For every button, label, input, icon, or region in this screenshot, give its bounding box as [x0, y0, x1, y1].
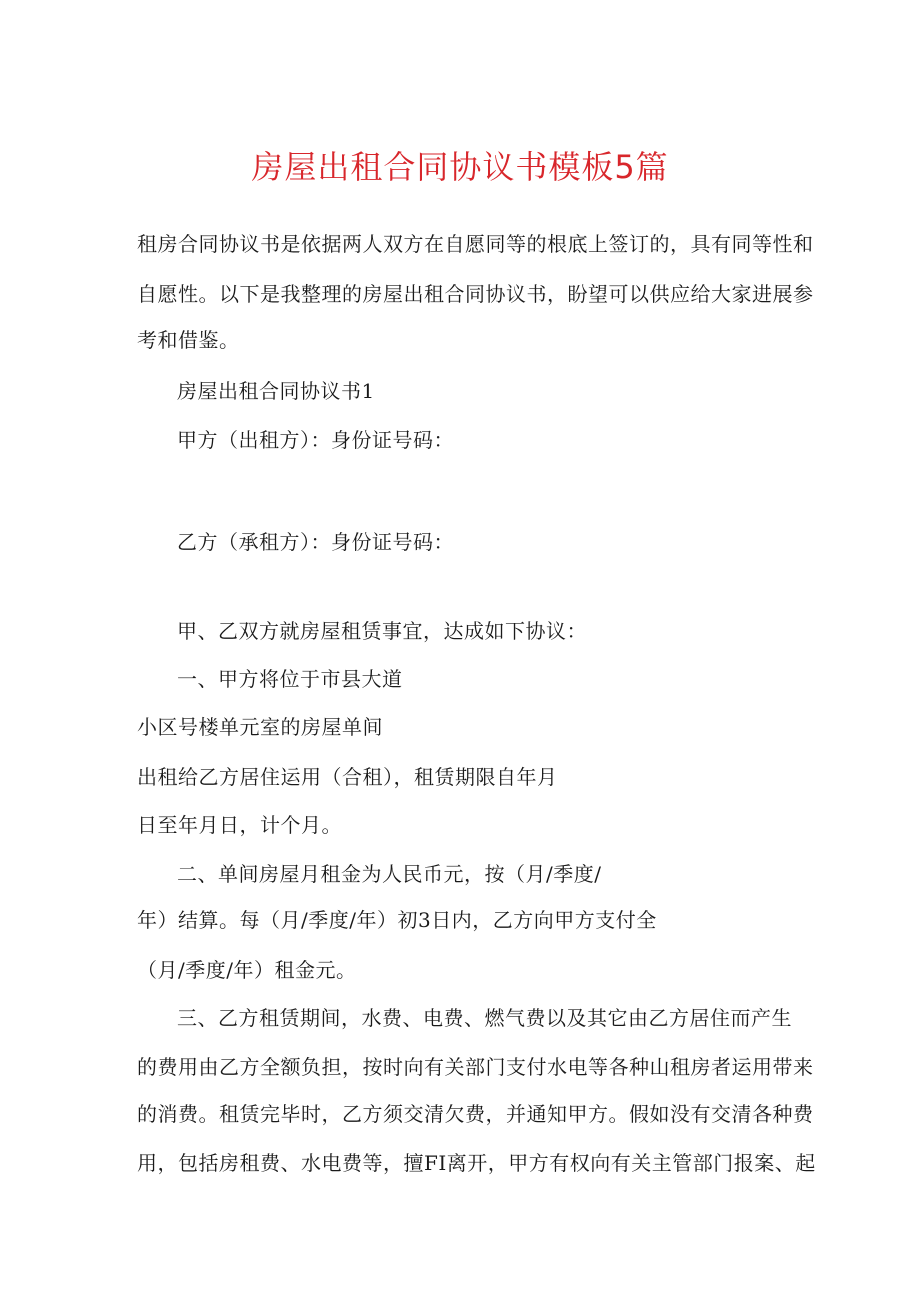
agreement-intro: 甲、乙双方就房屋租赁事宜，达成如下协议： [177, 619, 587, 643]
party-b-line: 乙方（承租方）：身份证号码： [177, 530, 454, 554]
clause1-line-1: 一、甲方将位于市县大道 [177, 667, 403, 691]
clause3-line-4: 用，包括房租费、水电费等，擅FI离开，甲方有权向有关主管部门报案、起 [137, 1151, 816, 1175]
clause1-line-3: 出租给乙方居住运用（合租），租赁期限自年月 [137, 765, 558, 789]
clause2-line-2: 年）结算。每（月/季度/年）初3日内，乙方向甲方支付全 [137, 908, 657, 932]
intro-line-3: 考和借鉴。 [137, 328, 240, 352]
party-a-line: 甲方（出租方）：身份证号码： [177, 428, 454, 452]
clause1-line-4: 日至年月日，计个月。 [137, 813, 342, 837]
clause3-line-1: 三、乙方租赁期间，水费、电费、燃气费以及其它由乙方居住而产生 [177, 1006, 792, 1030]
clause1-line-2: 小区号楼单元室的房屋单间 [137, 715, 383, 739]
clause3-line-3: 的消费。租赁完毕时，乙方须交清欠费，并通知甲方。假如没有交清各种费 [137, 1102, 814, 1126]
clause2-line-3: （月/季度/年）租金元。 [137, 958, 357, 982]
clause3-line-2: 的费用由乙方全额负担，按时向有关部门支付水电等各种山租房者运用带来 [137, 1055, 814, 1079]
section-heading: 房屋出租合同协议书1 [177, 379, 375, 403]
document-title: 房屋出租合同协议书模板5篇 [251, 148, 669, 186]
intro-line-2: 自愿性。以下是我整理的房屋出租合同协议书，盼望可以供应给大家进展参 [137, 282, 814, 306]
clause2-line-1: 二、单间房屋月租金为人民币元，按（月/季度/ [177, 862, 602, 886]
intro-line-1: 租房合同协议书是依据两人双方在自愿同等的根底上签订的，具有同等性和 [137, 232, 814, 256]
